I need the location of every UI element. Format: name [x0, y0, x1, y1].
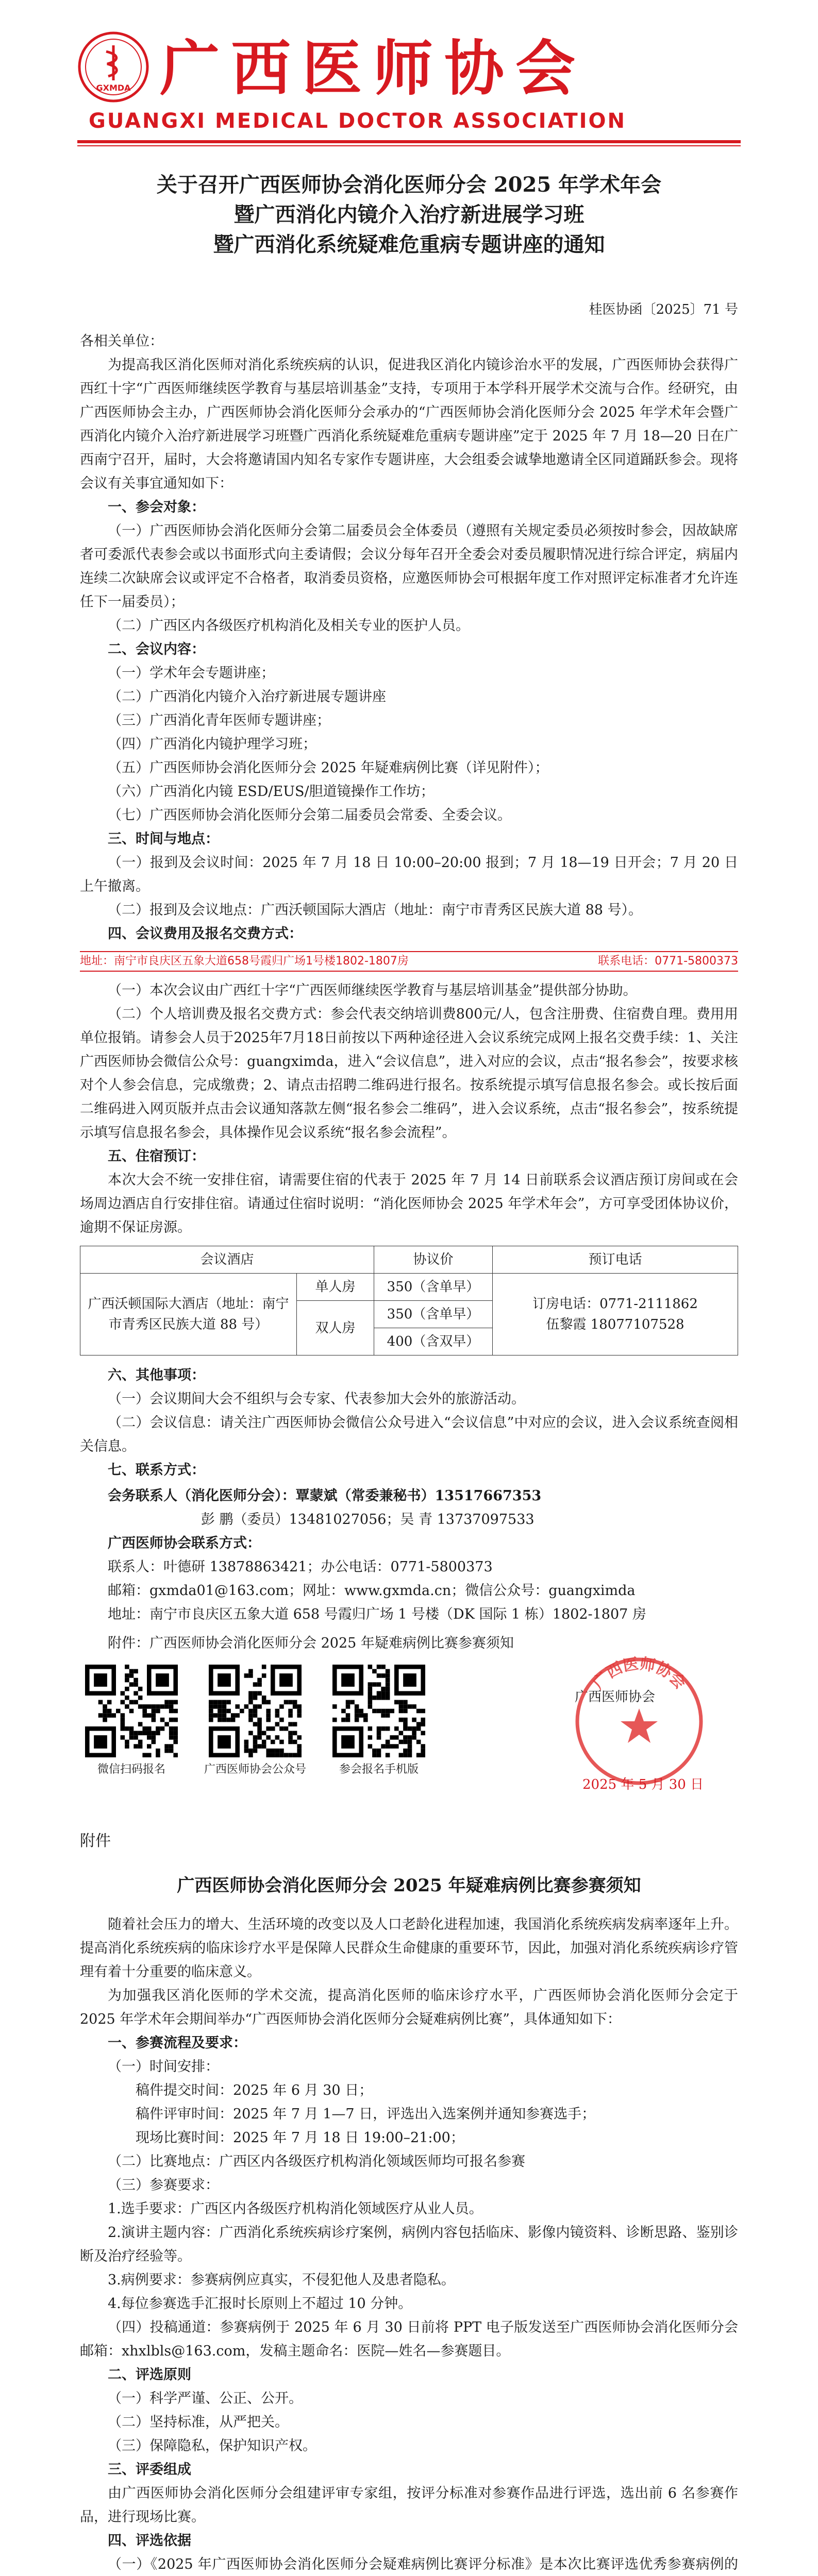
letterhead-rule — [77, 140, 741, 143]
flow-submit: （四）投稿通道：参赛病例于 2025 年 6 月 30 日前将 PPT 电子版发送至广西医师协会消化医师分会邮箱：xhxlbls@163.com，发稿主题命名：医院—姓名—参赛题目。 — [80, 2319, 738, 2359]
flow-time: 现场比赛时间：2025 年 7 月 18 日 19:00–21:00； — [136, 2130, 464, 2146]
principle-item: （三）保障隐私，保护知识产权。 — [108, 2438, 316, 2454]
contact-line: 联系人：叶德研 13878863421；办公电话：0771-5800373 — [108, 1559, 493, 1575]
svg-text:GXMDA: GXMDA — [96, 83, 131, 93]
document-number: 桂医协函〔2025〕71 号 — [589, 302, 738, 317]
flow-time: 稿件提交时间：2025 年 6 月 30 日； — [136, 2082, 373, 2098]
table-header: 协议价 — [374, 1246, 493, 1274]
content-item: （一）学术年会专题讲座； — [108, 665, 275, 681]
lodging-p1: 本次大会不统一安排住宿，请需要住宿的代表于 2025 年 7 月 14 日前联系会议酒店预订房间或在会场周边酒店自行安排住宿。请通过住宿时说明：“消化医师协会 2025 年学术年会”，方可享受团体协议价，逾期不保证房源。 — [80, 1172, 738, 1235]
qr-caption: 微信扫码报名 — [97, 1763, 165, 1776]
qr-caption: 广西医师协会公众号 — [204, 1763, 306, 1776]
fees-p2: （二）个人培训费及报名交费方式：参会代表交纳培训费800元/人，包含注册费、住宿费自理。费用用单位报销。请参会人员于2025年7月18日前按以下两种途径进入会议系统完成网上报名交费手续：1、关注广西医师协会微信公众号：guangximda，进入“会议信息”，进入对应的会议，点击“报名参会”，按要求核对个人参会信息，完成缴费；2、请点击招聘二维码进行报名。按系统提示填写信息报名参会。或长按后面二维码进入网页版并点击会议通知落款左侧“报名参会二维码”，进入会议系统，点击“报名参会”，按系统提示填写信息报名参会，具体操作见会议系统“报名参会流程”。 — [80, 1006, 738, 1141]
letterhead — [0, 0, 818, 155]
hotel-table — [80, 1246, 738, 1355]
qr-mobile-register[interactable] — [327, 1665, 430, 1779]
flow-schedule: （一）时间安排： — [108, 2059, 219, 2075]
principle-item: （一）科学严谨、公正、公开。 — [108, 2391, 303, 2406]
contact-line: 广西医师协会联系方式： — [108, 1535, 261, 1551]
content-item: （四）广西消化内镜护理学习班； — [108, 736, 316, 752]
salutation: 各相关单位： — [80, 333, 163, 349]
attachment-intro-2: 为加强我区消化医师的学术交流，提高消化医师的临床诊疗水平，广西医师协会消化医师分会定于 2025 年学术年会期间举办“广西医师协会消化医师分会疑难病例比赛”，具体通知如下： — [80, 1988, 738, 2027]
section-content-heading: 二、会议内容： — [108, 641, 205, 657]
basis-heading: 四、评选依据 — [108, 2533, 191, 2549]
booking-phone-cell — [493, 1274, 738, 1355]
official-seal-icon — [572, 1654, 706, 1788]
room-type-cell: 双人房 — [297, 1301, 374, 1355]
section-attendees-heading: 一、参会对象： — [108, 499, 205, 515]
qr-section — [80, 1655, 738, 1814]
section-fees-heading: 四、会议费用及报名交费方式： — [108, 926, 303, 942]
table-row — [80, 1274, 738, 1301]
time-p1: （一）报到及会议时间：2025 年 7 月 18 日 10:00–20:00 报到；7 月 18—19 日开会；7 月 20 日上午撤离。 — [80, 855, 738, 894]
flow-req-item: 3.病例要求：参赛病例应真实，不侵犯他人及患者隐私。 — [108, 2272, 455, 2288]
flow-time: 稿件评审时间：2025 年 7 月 1—7 日，评选出入选案例并通知参赛选手； — [136, 2106, 596, 2122]
price-cell: 400（含双早） — [374, 1328, 493, 1355]
booking-phone-2: 伍黎霞 18077107528 — [546, 1317, 685, 1332]
content-item: （七）广西医师协会消化医师分会第二届委员会常委、全委会议。 — [108, 807, 511, 823]
section-contact-heading: 七、联系方式： — [108, 1462, 205, 1478]
contact-line: 邮箱：gxmda01@163.com；网址：www.gxmda.cn；微信公众号：guangximda — [108, 1583, 636, 1599]
attachment-intro: 随着社会压力的增大、生活环境的改变以及人口老龄化进程加速，我国消化系统疾病发病率逐年上升。提高消化系统疾病的临床诊疗水平是保障人民群众生命健康的重要环节，因此，加强对消化系统疾病诊疗管理有着十分重要的临床意义。 — [80, 1917, 738, 1980]
contact-line: 地址：南宁市良庆区五象大道 658 号霞归广场 1 号楼（DK 国际 1 栋）1802-1807 房 — [108, 1606, 646, 1622]
title-line-1: 关于召开广西医师协会消化医师分会 2025 年学术年会 — [156, 173, 662, 197]
price-cell: 350（含单早） — [374, 1274, 493, 1301]
contact-line: 彭 鹏（委员）13481027056；吴 青 13737097533 — [201, 1512, 535, 1528]
attachment-note: 附件：广西医师协会消化医师分会 2025 年疑难病例比赛参赛须知 — [108, 1635, 514, 1651]
title-line-3: 暨广西消化系统疑难危重病专题讲座的通知 — [213, 232, 605, 257]
attachment-title: 广西医师协会消化医师分会 2025 年疑难病例比赛参赛须知 — [177, 1875, 641, 1896]
table-header: 预订电话 — [493, 1246, 738, 1274]
section-other-heading: 六、其他事项： — [108, 1367, 205, 1383]
other-p1: （一）会议期间大会不组织与会专家、代表参加大会外的旅游活动。 — [108, 1391, 525, 1407]
principle-item: （二）坚持标准，从严把关。 — [108, 2414, 289, 2430]
qr-official-account[interactable] — [204, 1665, 307, 1779]
signoff-date: 2025 年 5 月 30 日 — [582, 1777, 704, 1792]
content-item: （五）广西医师协会消化医师分会 2025 年疑难病例比赛（详见附件）； — [108, 760, 549, 776]
attachment-label: 附件 — [80, 1832, 111, 1850]
letterhead-rule-thin — [77, 145, 741, 146]
association-logo-icon — [77, 31, 149, 103]
flow-requirements: （三）参赛要求： — [108, 2177, 219, 2193]
qr-code-icon — [332, 1665, 425, 1757]
flow-place: （二）比赛地点：广西区内各级医疗机构消化领域医师均可报名参赛 — [108, 2154, 525, 2170]
contacts — [80, 1484, 738, 1655]
attendees-p2: （二）广西区内各级医疗机构消化及相关专业的医护人员。 — [108, 618, 470, 634]
room-type-cell: 单人房 — [297, 1274, 374, 1301]
flow-req-item: 4.每位参赛选手汇报时长原则上不超过 10 分钟。 — [108, 2296, 412, 2312]
table-header: 会议酒店 — [80, 1246, 374, 1274]
attendees-p1: （一）广西医师协会消化医师分会第二届委员会全体委员（遵照有关规定委员必须按时参会，因故缺席者可委派代表参会或以书面形式向主委请假；会议分每年召开全委会对委员履职情况进行综合评定，病届内连续二次缺席会议或评定不合格者，取消委员资格，应邀医师协会可根据年度工作对照评定标准者才允许连任下一届委员）； — [80, 523, 738, 610]
signoff-org: 广西医师协会 — [575, 1689, 656, 1705]
notice-body — [80, 330, 738, 2576]
flow-req-item: 2.演讲主题内容：广西消化系统疾病诊疗案例，病例内容包括临床、影像内镜资料、诊断思路、鉴别诊断及治疗经验等。 — [80, 2225, 738, 2264]
qr-caption: 参会报名手机版 — [339, 1763, 419, 1776]
org-name-cn: 广西医师协会 — [160, 33, 587, 104]
time-p2: （二）报到及会议地点：广西沃顿国际大酒店（地址：南宁市青秀区民族大道 88 号）。 — [108, 902, 643, 918]
principles-heading: 二、评选原则 — [108, 2367, 191, 2383]
flow-req-item: 1.选手要求：广西区内各级医疗机构消化领域医疗从业人员。 — [108, 2201, 483, 2217]
booking-phone-1: 订房电话：0771-2111862 — [532, 1296, 698, 1312]
content-item: （二）广西消化内镜介入治疗新进展专题讲座 — [108, 689, 386, 705]
title-line-2: 暨广西消化内镜介入治疗新进展学习班 — [233, 202, 585, 227]
other-p2: （二）会议信息：请关注广西医师协会微信公众号进入“会议信息”中对应的会议，进入会议系统查阅相关信息。 — [80, 1415, 738, 1454]
qr-code-icon — [85, 1665, 178, 1757]
intro-paragraph: 为提高我区消化医师对消化系统疾病的认识，促进我区消化内镜诊治水平的发展，广西医师协会获得广西红十字“广西医师继续医学教育与基层培训基金”支持，专项用于本学科开展学术交流与合作。经研究，由广西医师协会主办，广西医师协会消化医师分会承办的“广西医师协会消化医师分会 2025 年学术年会暨广西消化内镜介入治疗新进展学习班暨广西消化系统疑难危重病专题讲座”定于 2025 年 7 月 18—20 日在广西南宁召开，届时，大会将邀请国内知名专家作专题讲座，大会组委会诚挚地邀请全区同道踊跃参会。现将会议有关事宜通知如下： — [80, 357, 738, 492]
section-time-heading: 三、时间与地点： — [108, 831, 219, 847]
contact-line: 会务联系人（消化医师分会）：覃蒙斌（常委兼秘书）13517667353 — [108, 1488, 542, 1504]
letterhead-footer-bar — [80, 951, 738, 972]
notice-title — [0, 170, 818, 260]
flow-heading: 一、参赛流程及要求： — [108, 2035, 247, 2051]
footer-phone: 联系电话：0771-5800373 — [598, 955, 738, 968]
section-lodging-heading: 五、住宿预订： — [108, 1148, 205, 1164]
qr-code-icon — [209, 1665, 302, 1757]
org-name-en: GUANGXI MEDICAL DOCTOR ASSOCIATION — [89, 109, 627, 133]
price-cell: 350（含单早） — [374, 1301, 493, 1328]
judges-p: 由广西医师协会消化医师分会组建评审专家组，按评分标准对参赛作品进行评选，选出前 6 名参赛作品，进行现场比赛。 — [80, 2485, 738, 2525]
fees-p1: （一）本次会议由广西红十字“广西医师继续医学教育与基层培训基金”提供部分协助。 — [108, 982, 637, 998]
content-item: （六）广西消化内镜 ESD/EUS/胆道镜操作工作坊； — [108, 784, 435, 800]
hotel-name-cell: 广西沃顿国际大酒店（地址：南宁市青秀区民族大道 88 号） — [80, 1274, 297, 1355]
content-item: （三）广西消化青年医师专题讲座； — [108, 713, 330, 728]
qr-register[interactable] — [80, 1665, 183, 1779]
table-row — [80, 1246, 738, 1274]
basis-p1: （一）《2025 年广西医师协会消化医师分会疑难病例比赛评分标准》是本次比赛评选优秀参赛病例的 — [108, 2556, 738, 2572]
svg-text:广西医师协会: 广西医师协会 — [589, 1655, 689, 1693]
judges-heading: 三、评委组成 — [108, 2462, 191, 2478]
footer-address: 地址：南宁市良庆区五象大道658号霞归广场1号楼1802-1807房 — [80, 955, 409, 968]
